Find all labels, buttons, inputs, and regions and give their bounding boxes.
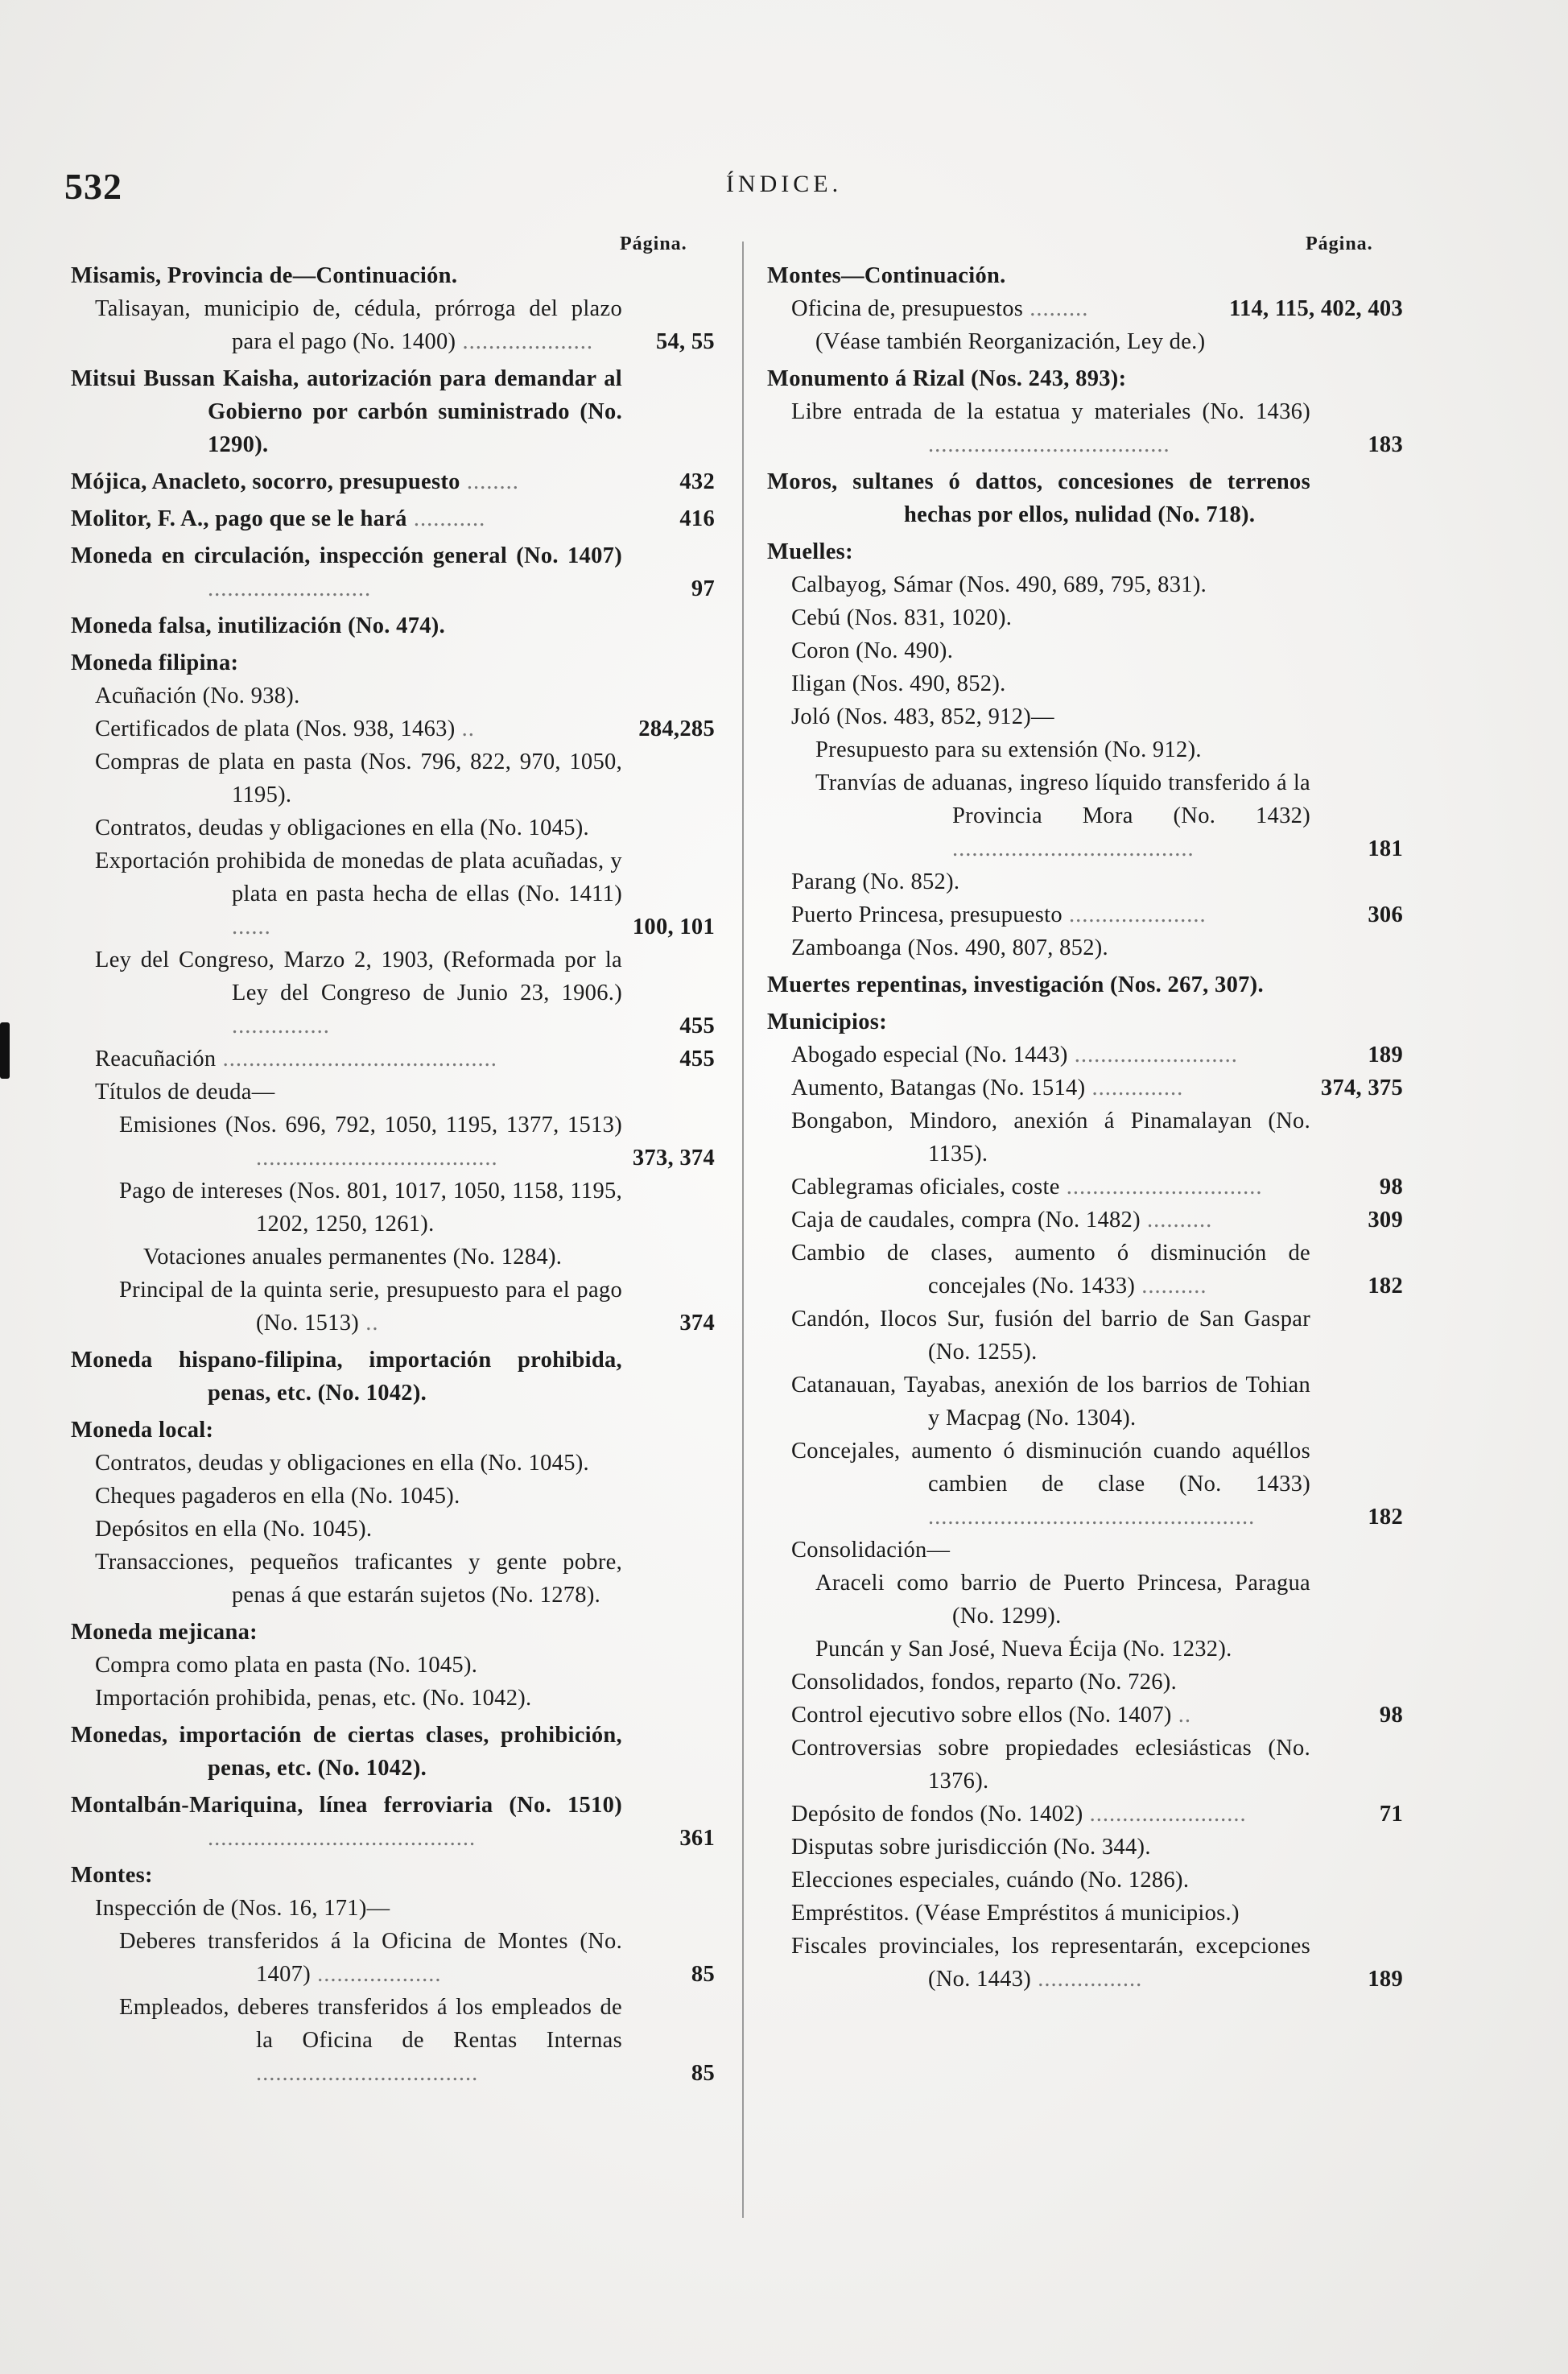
index-entry-text: Monedas, importación de ciertas clases, prohibición, penas, etc. (No. 1042). [71,1723,622,1781]
page-reference: 183 [1368,432,1403,457]
dot-leader: ........... [406,506,486,531]
index-entry-text: Molitor, F. A., pago que se le hará [71,506,407,531]
index-entry [71,1241,715,1274]
index-entry-text: Talisayan, municipio de, cédula, prórroga del plazo para el pago (No. 1400) [95,296,622,354]
index-entry-text: Moneda falsa, inutilización (No. 474). [71,613,446,638]
column-rule [742,242,744,2218]
dot-leader: .. [455,716,475,741]
index-entry [71,1513,715,1546]
dot-leader: .................................................. [928,1505,1256,1530]
index-entry-text: Abogado especial (No. 1443) [791,1042,1068,1067]
page-reference: 455 [679,1014,715,1038]
index-entry-text: Parang (No. 852). [791,869,960,894]
page-reference: 97 [691,576,715,601]
index-entry-text: Deberes transferidos á la Oficina de Montes (No. 1407) [119,1929,622,1987]
index-entry-text: Calbayog, Sámar (Nos. 490, 689, 795, 831). [791,572,1207,597]
index-entry-text: Consolidación— [791,1538,951,1563]
index-entry-text: Moneda filipina: [71,650,239,675]
page-reference: 374, 375 [1320,1076,1403,1100]
dot-leader: ...... [232,915,271,939]
index-entry-text: Ley del Congreso, Marzo 2, 1903, (Reformada por la Ley del Congreso de Junio 23, 1906.) [95,948,622,1005]
index-entry-text: Misamis, Provincia de—Continuación. [71,263,458,288]
index-entry-text: Control ejecutivo sobre ellos (No. 1407) [791,1703,1172,1728]
dot-leader: .......... [1140,1208,1213,1232]
index-entry-text: Disputas sobre jurisdicción (No. 344). [791,1835,1151,1860]
index-entry-text: Contratos, deudas y obligaciones en ella (No. 1045). [95,815,589,840]
dot-leader: ..................... [1062,902,1207,927]
index-entry [71,465,715,498]
index-entry [767,898,1403,931]
index-entry [767,1005,1403,1038]
index-entry [71,1925,715,1991]
page-reference: 85 [691,2061,715,2086]
index-entry [767,1864,1403,1897]
page-reference: 181 [1368,836,1403,861]
index-entry [71,1480,715,1513]
index-entry [767,700,1403,733]
index-entry [71,539,715,605]
index-entry [71,811,715,844]
index-entry-text: Coron (No. 490). [791,638,954,663]
index-entry-text: Inspección de (Nos. 16, 171)— [95,1896,390,1921]
index-entry [767,1104,1403,1170]
dot-leader: ..................................... [952,836,1195,861]
index-entry-text: Moneda hispano-filipina, importación prohibida, penas, etc. (No. 1042). [71,1348,622,1406]
page-reference: 182 [1368,1505,1403,1530]
index-entry [767,1897,1403,1930]
index-entry [767,667,1403,700]
index-entry-text: Bongabon, Mindoro, anexión á Pinamalayan (No. 1135). [791,1109,1310,1166]
index-entry [767,1831,1403,1864]
index-entry-text: Aumento, Batangas (No. 1514) [791,1076,1086,1100]
index-entry-text: Oficina de, presupuestos [791,296,1024,321]
index-entry-text: Joló (Nos. 483, 852, 912)— [791,704,1054,729]
index-entry-text: Controversias sobre propiedades eclesiásticas (No. 1376). [791,1736,1310,1794]
dot-leader: .. [359,1311,379,1336]
index-entry-text: Zamboanga (Nos. 490, 807, 852). [791,935,1108,960]
index-entry [71,712,715,745]
dot-leader: .................................. [256,2061,479,2086]
index-entry [767,1369,1403,1435]
index-entry [71,1546,715,1612]
index-entry-text: Moros, sultanes ó dattos, concesiones de terrenos hechas por ellos, nulidad (No. 718). [767,469,1310,527]
index-entry [71,1344,715,1410]
index-entry-text: Municipios: [767,1009,887,1034]
index-entry-text: Cablegramas oficiales, coste [791,1175,1060,1199]
index-entry-text: Depósito de fondos (No. 1402) [791,1802,1083,1827]
dot-leader: ..................................... [256,1146,498,1170]
index-entry-text: Catanauan, Tayabas, anexión de los barrios de Tohian y Macpag (No. 1304). [791,1373,1310,1431]
index-entry [767,601,1403,634]
index-entry [767,1237,1403,1303]
index-entry-text: Candón, Ilocos Sur, fusión del barrio de San Gaspar (No. 1255). [791,1307,1310,1365]
index-entry-text: Cebú (Nos. 831, 1020). [791,605,1013,630]
index-entry-text: Moneda mejicana: [71,1620,258,1645]
index-entry [767,968,1403,1001]
index-entry [767,1534,1403,1567]
index-entry-text: Compra como plata en pasta (No. 1045). [95,1653,478,1678]
index-entry-text: Depósitos en ella (No. 1045). [95,1517,373,1542]
index-entry-text: Monumento á Rizal (Nos. 243, 893): [767,366,1127,391]
index-entry-text: Puncán y San José, Nueva Écija (No. 1232). [815,1637,1232,1662]
index-entry-text: Montes: [71,1863,153,1888]
page-reference: 416 [679,506,715,531]
page-reference: 374 [679,1311,715,1336]
page-reference: 98 [1379,1703,1403,1728]
index-entry [71,679,715,712]
index-entry [767,931,1403,964]
page-reference: 284,285 [638,716,715,741]
index-entry-text: Concejales, aumento ó disminución cuando aquéllos cambien de clase (No. 1433) [791,1439,1310,1497]
index-entry-text: Pago de intereses (Nos. 801, 1017, 1050, 1158, 1195, 1202, 1250, 1261). [119,1179,622,1237]
index-entry-text: Votaciones anuales permanentes (No. 1284). [143,1245,563,1270]
index-entry [767,465,1403,531]
index-entry-text: Reacuñación [95,1047,217,1071]
index-entry-text: Presupuesto para su extensión (No. 912). [815,737,1202,762]
index-entry-text: Mitsui Bussan Kaisha, autorización para demandar al Gobierno por carbón suministrado (No. 1290). [71,366,622,457]
index-entry [71,1991,715,2090]
dot-leader: ................ [1031,1967,1143,1992]
index-entry-text: Moneda local: [71,1418,214,1443]
index-entry-text: Tranvías de aduanas, ingreso líquido transferido á la Provincia Mora (No. 1432) [815,770,1310,828]
index-entry [767,1732,1403,1798]
page-reference: 309 [1368,1208,1403,1232]
index-entry [71,745,715,811]
index-entry [71,362,715,461]
page-reference: 189 [1368,1042,1403,1067]
page-reference: 189 [1368,1967,1403,1992]
index-entry-text: Montes—Continuación. [767,263,1006,288]
index-entry [767,865,1403,898]
index-entry-text: Emisiones (Nos. 696, 792, 1050, 1195, 1377, 1513) [119,1113,622,1137]
index-entry [767,1567,1403,1633]
index-entry-text: Elecciones especiales, cuándo (No. 1286). [791,1868,1190,1893]
index-entry [767,1798,1403,1831]
running-head: ÍNDICE. [725,171,843,197]
dot-leader: ......... [1023,296,1089,321]
index-entry [767,535,1403,568]
index-entry-text: Certificados de plata (Nos. 938, 1463) [95,716,456,741]
index-entry [71,943,715,1042]
index-entry-text: (Véase también Reorganización, Ley de.) [815,329,1206,354]
index-entry-text: Principal de la quinta serie, presupuesto para el pago (No. 1513) [119,1278,622,1336]
index-entry-text: Exportación prohibida de monedas de plata acuñadas, y plata en pasta hecha de ellas (No. 1411) [95,848,622,906]
index-entry-text: Compras de plata en pasta (Nos. 796, 822, 970, 1050, 1195). [95,749,622,807]
index-entry-text: Araceli como barrio de Puerto Princesa, Paragua (No. 1299). [815,1571,1310,1629]
index-entry [767,1666,1403,1699]
dot-leader: ........ [460,469,519,494]
dot-leader: ........................ [1083,1802,1247,1827]
index-entry [71,292,715,358]
page-reference: 182 [1368,1274,1403,1298]
index-entry [71,1042,715,1076]
index-entry-text: Puerto Princesa, presupuesto [791,902,1063,927]
index-entry [767,1204,1403,1237]
page-reference: 98 [1379,1175,1403,1199]
index-entry-text: Contratos, deudas y obligaciones en ella (No. 1045). [95,1451,589,1476]
index-entry [767,634,1403,667]
page-reference: 361 [679,1826,715,1851]
dot-leader: ......................... [1067,1042,1238,1067]
page-number: 532 [64,166,122,207]
page-reference: 455 [679,1047,715,1071]
page-reference: 432 [679,469,715,494]
index-entry [767,325,1403,358]
index-entry-text: Empréstitos. (Véase Empréstitos á municipios.) [791,1901,1240,1926]
index-entry [71,1892,715,1925]
index-entry-text: Muertes repentinas, investigación (Nos. 267, 307). [767,972,1264,997]
index-entry [767,1699,1403,1732]
index-entry [71,1274,715,1340]
index-entry [71,1859,715,1892]
index-entry-text: Títulos de deuda— [95,1080,275,1104]
index-entry-text: Consolidados, fondos, reparto (No. 726). [791,1670,1178,1695]
index-entry-text: Muelles: [767,539,853,564]
index-entry [71,1414,715,1447]
dot-leader: .............. [1085,1076,1184,1100]
index-entry-text: Iligan (Nos. 490, 852). [791,671,1006,696]
index-entry [767,1633,1403,1666]
index-entry [71,646,715,679]
index-entry-text: Moneda en circulación, inspección general (No. 1407) [71,543,622,568]
page-reference: 85 [691,1962,715,1987]
index-entry [71,1719,715,1785]
index-entry [767,766,1403,865]
index-entry [71,1109,715,1175]
index-entry [71,1076,715,1109]
index-entry-text: Cambio de clases, aumento ó disminución de concejales (No. 1433) [791,1241,1310,1298]
index-entry [71,1789,715,1855]
page-reference: 373, 374 [632,1146,715,1170]
index-entry [71,1649,715,1682]
index-entry-text: Caja de caudales, compra (No. 1482) [791,1208,1141,1232]
index-entry [71,1447,715,1480]
index-entry [767,1071,1403,1104]
dot-leader: .................... [456,329,593,354]
index-entry-text: Empleados, deberes transferidos á los empleados de la Oficina de Rentas Internas [119,1995,622,2053]
index-entry [71,259,715,292]
page-reference: 54, 55 [655,329,715,354]
right-column [767,259,1403,1996]
dot-leader: ......................................... [208,1826,477,1851]
page-reference: 114, 115, 402, 403 [1228,296,1403,321]
index-entry-text: Mójica, Anacleto, socorro, presupuesto [71,469,460,494]
index-entry-text: Fiscales provinciales, los representarán, excepciones (No. 1443) [791,1934,1310,1992]
index-entry [71,1616,715,1649]
scan-binding-mark [0,1022,10,1079]
index-entry [767,1170,1403,1204]
index-entry [767,259,1403,292]
index-entry [71,1682,715,1715]
page-reference: 306 [1368,902,1403,927]
index-entry-text: Transacciones, pequeños traficantes y gente pobre, penas á que estarán sujetos (No. 1278). [95,1550,622,1608]
dot-leader: ......................... [208,576,372,601]
left-column [71,259,715,2090]
index-entry [71,1175,715,1241]
index-entry-text: Importación prohibida, penas, etc. (No. 1042). [95,1686,532,1711]
dot-leader: ..................................... [928,432,1170,457]
index-entry [767,733,1403,766]
page-reference: 71 [1379,1802,1403,1827]
index-entry [767,292,1403,325]
index-entry [767,1303,1403,1369]
index-entry [767,568,1403,601]
dot-leader: .......................................... [216,1047,497,1071]
index-entry-text: Libre entrada de la estatua y materiales (No. 1436) [791,399,1310,424]
index-entry [767,1930,1403,1996]
pagina-label-right: Página. [1306,233,1373,254]
index-entry [71,844,715,943]
index-entry-text: Acuñación (No. 938). [95,683,300,708]
dot-leader: ................... [311,1962,442,1987]
page-reference: 100, 101 [632,915,715,939]
dot-leader: .......... [1135,1274,1207,1298]
dot-leader: .. [1171,1703,1192,1728]
index-entry [767,362,1403,395]
index-entry [71,609,715,642]
index-entry [767,1435,1403,1534]
index-entry-text: Montalbán-Mariquina, línea ferroviaria (No. 1510) [71,1793,622,1818]
index-entry [71,502,715,535]
index-entry [767,395,1403,461]
index-entry-text: Cheques pagaderos en ella (No. 1045). [95,1484,460,1509]
dot-leader: .............................. [1059,1175,1263,1199]
index-entry [767,1038,1403,1071]
dot-leader: ............... [232,1014,330,1038]
pagina-label-left: Página. [620,233,687,254]
